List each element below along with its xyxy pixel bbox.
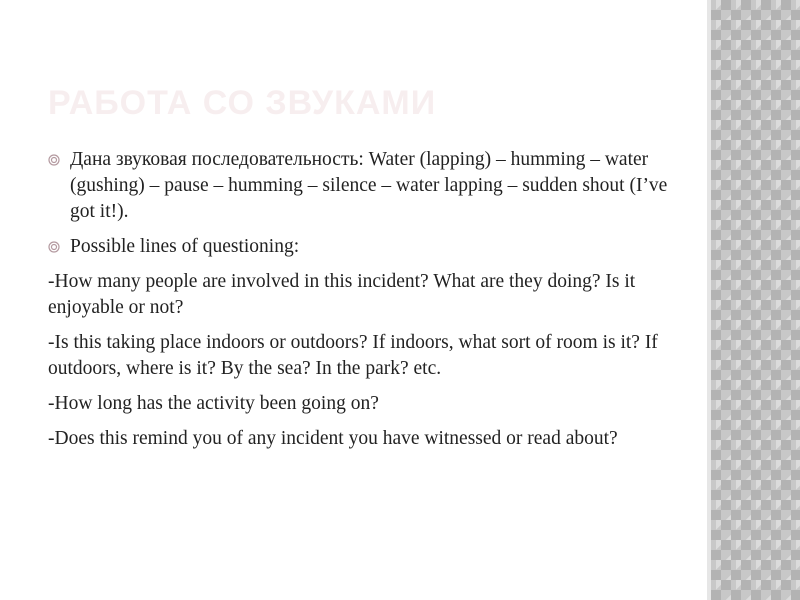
decorative-sidebar-pattern [711,0,800,600]
bullet-text-sequence: Дана звуковая последовательность: Water (lapping) – humming – water (gushing) – pause – humming – silence – water lapping – sudden shout (I’ve got it!). [70,149,668,222]
slide-content [48,147,668,461]
question-line-1: -How many people are involved in this incident? What are they doing? Is it enjoyable or not? [48,271,636,318]
bullet-item-sequence [48,147,668,225]
bullet-item-questioning [48,234,668,260]
question-line-3: -How long has the activity been going on? [48,393,379,414]
question-line-2: -Is this taking place indoors or outdoors? If indoors, what sort of room is it? If outdoors, where is it? By the sea? In the park? etc. [48,332,658,379]
question-line-4: -Does this remind you of any incident you have witnessed or read about? [48,428,618,449]
target-bullet-icon [48,154,60,166]
bullet-text-questioning: Possible lines of questioning: [70,236,300,257]
slide-title: РАБОТА СО ЗВУКАМИ [48,84,437,122]
target-bullet-icon [48,241,60,253]
